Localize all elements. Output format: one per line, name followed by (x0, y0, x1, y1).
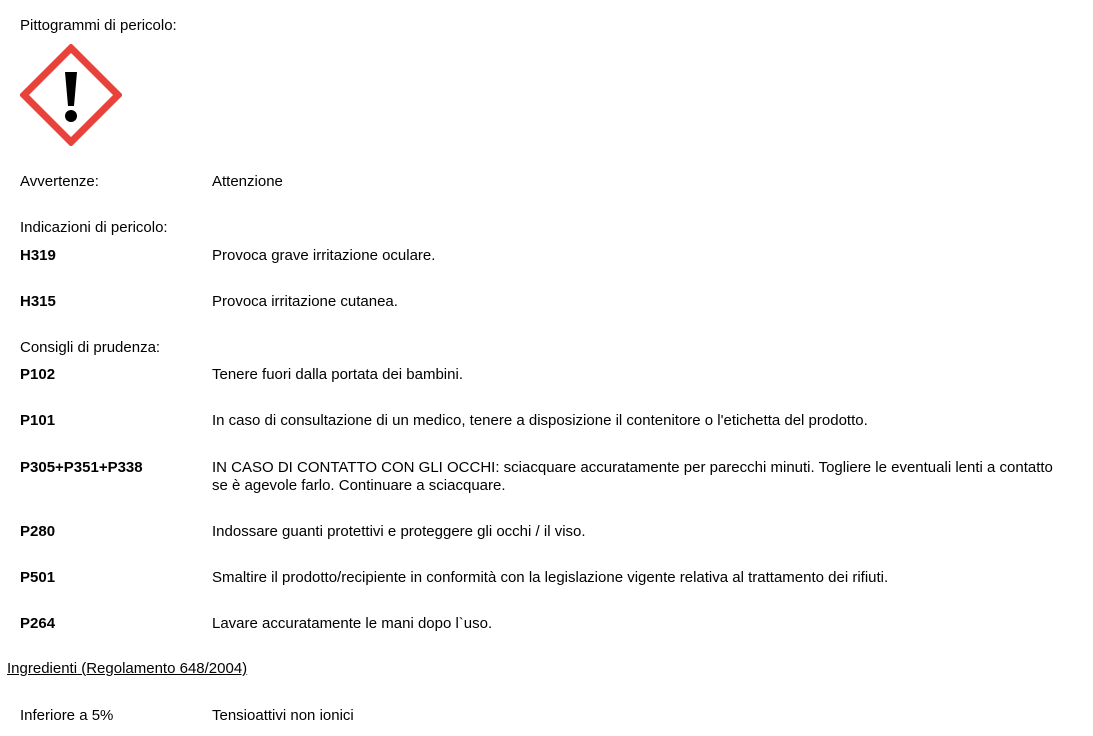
precaution-text: IN CASO DI CONTATTO CON GLI OCCHI: sciacquare accuratamente per parecchi minuti. Togliere le eventuali lenti a contatto se è agevole farlo. Continuare a sciacquare. (212, 459, 1053, 494)
hazard-text: Provoca irritazione cutanea. (212, 293, 398, 310)
ingredients-section-title: Ingredienti (Regolamento 648/2004) (7, 660, 248, 677)
signal-word-value: Attenzione (212, 173, 283, 190)
precaution-code: P264 (20, 615, 56, 632)
precaution-code: P280 (20, 523, 56, 540)
precaution-text: Tenere fuori dalla portata dei bambini. (212, 366, 463, 383)
ingredient-amount: Inferiore a 5% (20, 707, 114, 724)
hazard-code: H315 (20, 293, 56, 310)
precaution-code: P501 (20, 569, 56, 586)
exclamation-mark-diamond-icon (20, 44, 122, 146)
precaution-section-title: Consigli di prudenza: (20, 339, 161, 356)
hazard-section-title: Indicazioni di pericolo: (20, 219, 168, 236)
precaution-text: Smaltire il prodotto/recipiente in conformità con la legislazione vigente relativa al trattamento dei rifiuti. (212, 569, 889, 586)
precaution-text: In caso di consultazione di un medico, tenere a disposizione il contenitore o l'etichetta del prodotto. (212, 412, 868, 429)
precaution-text: Indossare guanti protettivi e proteggere gli occhi / il viso. (212, 523, 586, 540)
hazard-code: H319 (20, 247, 56, 264)
hazard-text: Provoca grave irritazione oculare. (212, 247, 436, 264)
signal-word-label: Avvertenze: (20, 173, 99, 190)
precaution-code: P101 (20, 412, 56, 429)
precaution-code: P305+P351+P338 (20, 459, 143, 476)
precaution-code: P102 (20, 366, 56, 383)
precaution-text: Lavare accuratamente le mani dopo l`uso. (212, 615, 493, 632)
ingredient-name: Tensioattivi non ionici (212, 707, 354, 724)
pictograms-label: Pittogrammi di pericolo: (20, 17, 177, 34)
